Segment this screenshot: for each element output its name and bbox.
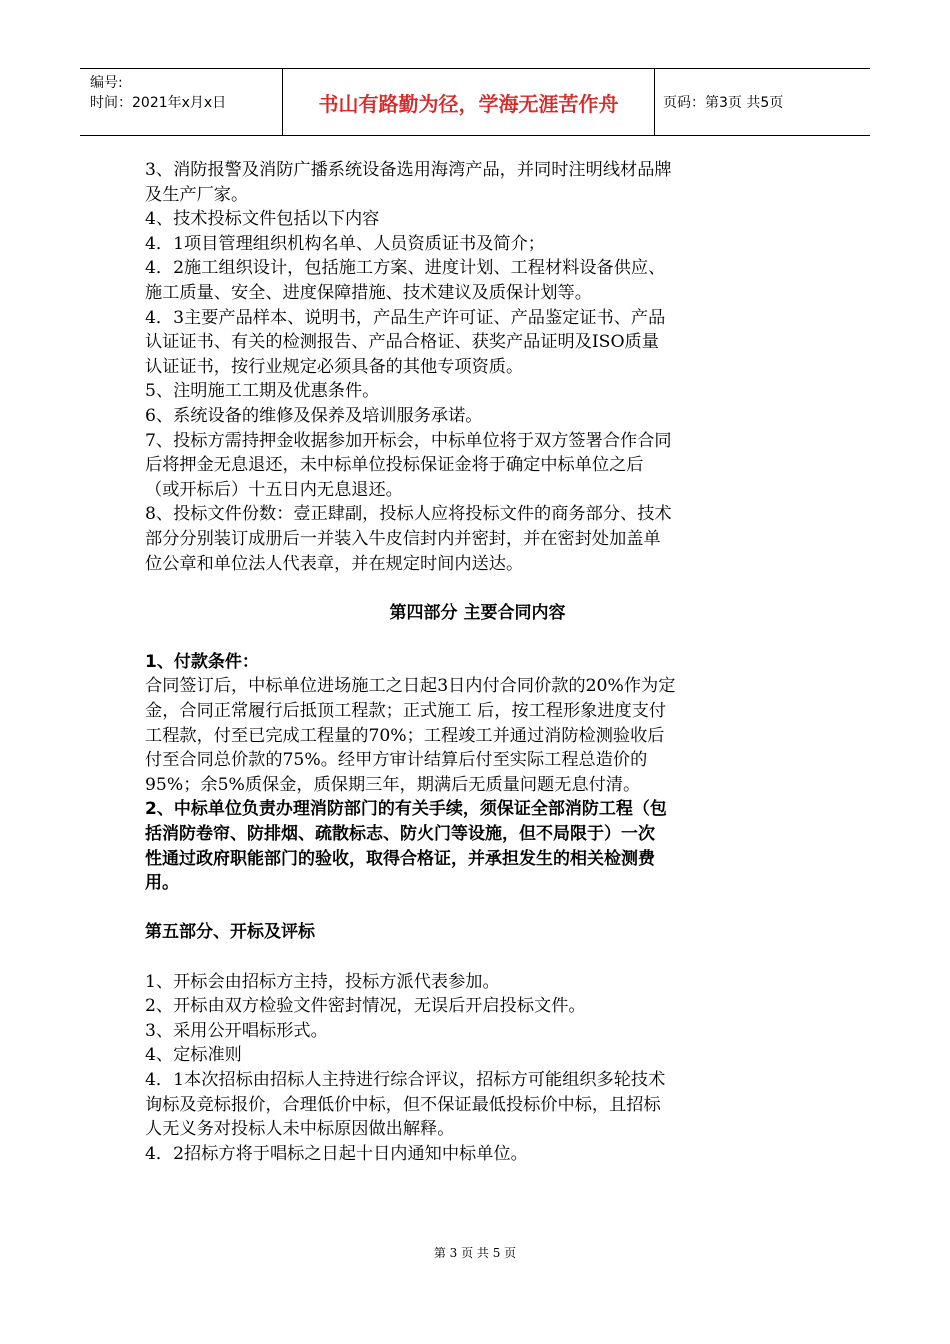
body-text-line: 1、开标会由招标方主持，投标方派代表参加。 xyxy=(145,971,500,992)
document-date: 时间：2021年x月x日 xyxy=(90,95,227,111)
header-meta xyxy=(80,69,283,135)
body-text-line: 3、采用公开唱标形式。 xyxy=(145,1020,328,1041)
body-text-line: 4．1本次招标由招标人主持进行综合评议，招标方可能组织多轮技术 xyxy=(145,1069,666,1090)
body-text-line: 认证证书，按行业规定必须具备的其他专项资质。 xyxy=(145,356,524,377)
header-page-info: 页码：第3页 共5页 xyxy=(663,95,784,111)
body-text-line: 部分分别装订成册后一并装入牛皮信封内并密封，并在密封处加盖单 xyxy=(145,528,661,549)
body-text-line: 4、定标准则 xyxy=(145,1045,242,1066)
document-number-label: 编号: xyxy=(90,75,123,91)
body-text-line: 位公章和单位法人代表章，并在规定时间内送达。 xyxy=(145,553,524,574)
body-text-line: 4．1项目管理组织机构名单、人员资质证书及简介； xyxy=(145,233,545,254)
body-text-line: 工程款，付至已完成工程量的70%；工程竣工并通过消防检测验收后 xyxy=(145,725,665,746)
body-text-line: 95%；余5%质保金，质保期三年，期满后无质量问题无息付清。 xyxy=(145,774,641,795)
body-text-line: 人无义务对投标人未中标原因做出解释。 xyxy=(145,1119,455,1140)
section-heading-line: 2、中标单位负责办理消防部门的有关手续，须保证全部消防工程（包 xyxy=(145,799,667,820)
section-heading-line: 用。 xyxy=(145,873,179,894)
body-text-line: 金，合同正常履行后抵顶工程款；正式施工 后，按工程形象进度支付 xyxy=(145,701,667,722)
blank-line xyxy=(145,625,810,650)
section-heading-line: 括消防卷帘、防排烟、疏散标志、防火门等设施，但不局限于）一次 xyxy=(145,824,655,845)
body-text-line: 7、投标方需持押金收据参加开标会，中标单位将于双方签署合作合同 xyxy=(145,430,672,451)
body-text-line: 3、消防报警及消防广播系统设备选用海湾产品，并同时注明线材品牌 xyxy=(145,160,672,180)
body-text-line: 2、开标由双方检验文件密封情况，无误后开启投标文件。 xyxy=(145,996,586,1017)
body-text-line: 4．2招标方将于唱标之日起十日内通知中标单位。 xyxy=(145,1143,528,1164)
section-heading-line: 1、付款条件： xyxy=(145,651,259,672)
body-text-line: 合同签订后，中标单位进场施工之日起3日内付合同价款的20%作为定 xyxy=(145,676,676,697)
body-text-line: 询标及竞标报价，合理低价中标，但不保证最低投标价中标，且招标 xyxy=(145,1094,661,1115)
section-heading-line: 第四部分 主要合同内容 xyxy=(389,602,566,623)
blank-line xyxy=(145,945,810,970)
body-text-line: 施工质量、安全、进度保障措施、技术建议及质保计划等。 xyxy=(145,282,592,303)
header-motto: 书山有路勤为径，学海无涯苦作舟 xyxy=(283,69,655,135)
body-text-line: 5、注明施工工期及优惠条件。 xyxy=(145,381,380,402)
section-heading-line: 性通过政府职能部门的验收，取得合格证，并承担发生的相关检测费 xyxy=(145,848,655,869)
body-text-line: 认证证书、有关的检测报告、产品合格证、获奖产品证明及ISO质量 xyxy=(145,332,659,353)
body-text-line: 4．2施工组织设计，包括施工方案、进度计划、工程材料设备供应、 xyxy=(145,258,666,279)
page-footer: 第 3 页 共 5 页 xyxy=(433,1246,517,1260)
body-text-line: 4、技术投标文件包括以下内容 xyxy=(145,209,380,230)
body-text-line: 及生产厂家。 xyxy=(145,184,249,205)
blank-line xyxy=(145,896,810,921)
document-body xyxy=(145,158,810,1166)
body-text-line: 8、投标文件份数：壹正肆副，投标人应将投标文件的商务部分、技术 xyxy=(145,504,672,525)
body-text-line: 6、系统设备的维修及保养及培训服务承诺。 xyxy=(145,405,483,426)
blank-line xyxy=(145,576,810,601)
body-text-line: 4．3主要产品样本、说明书，产品生产许可证、产品鉴定证书、产品 xyxy=(145,307,666,328)
section-heading-line: 第五部分、开标及评标 xyxy=(145,922,315,943)
page-header xyxy=(80,68,870,136)
body-text-line: 付至合同总价款的75%。经甲方审计结算后付至实际工程总造价的 xyxy=(145,750,648,771)
body-text-line: 后将押金无息退还，未中标单位投标保证金将于确定中标单位之后 xyxy=(145,455,644,476)
body-text-line: （或开标后）十五日内无息退还。 xyxy=(145,479,403,500)
